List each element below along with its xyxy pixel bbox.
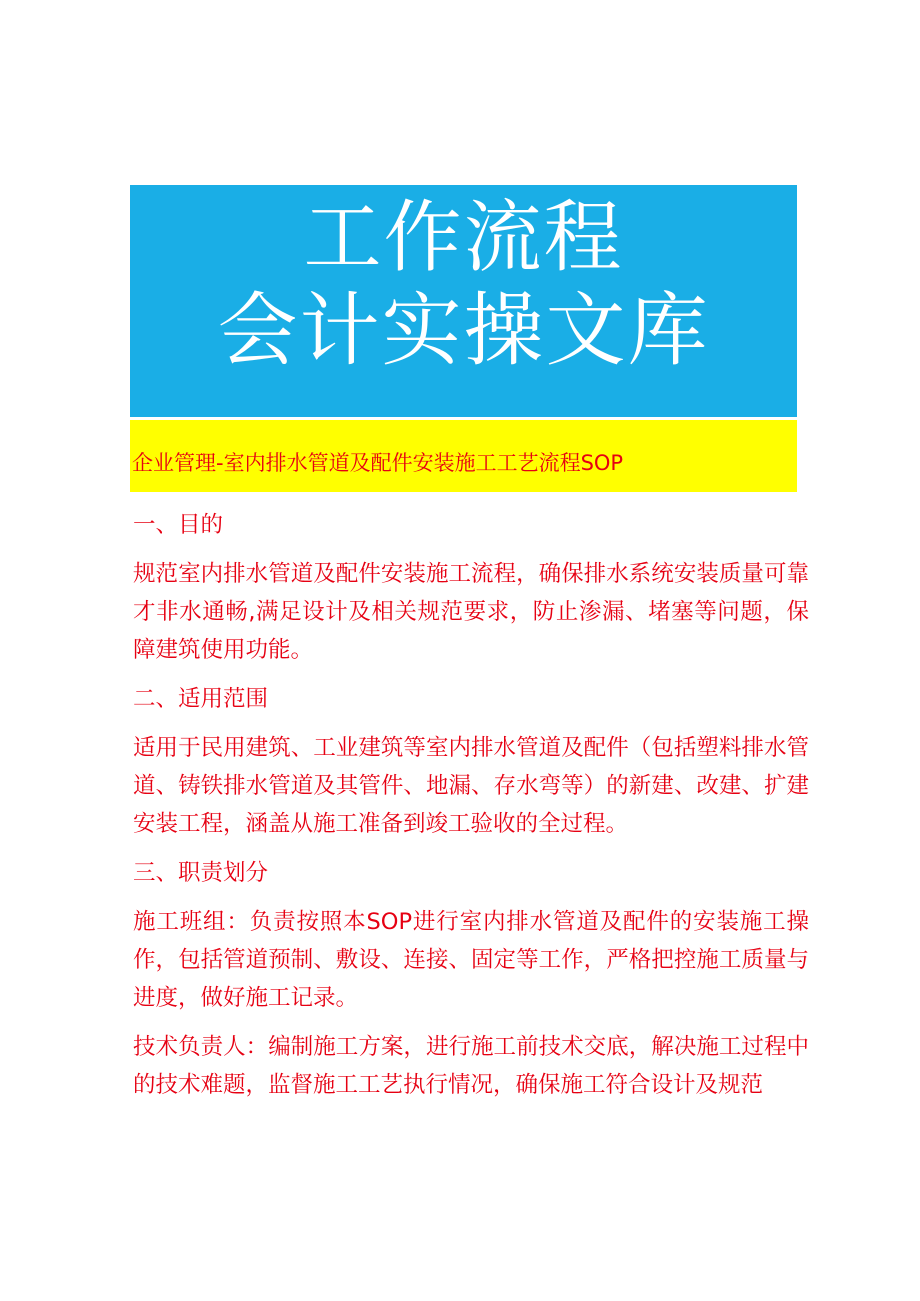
paragraph-technical-lead: 技术负责人：编制施工方案，进行施工前技术交底，解决施工过程中的技术难题，监督施工工艺执行情况，确保施工符合设计及规范 — [133, 1034, 809, 1098]
banner-title-line2: 会计实操文库 — [217, 284, 710, 377]
section-heading-scope: 二、适用范围 — [133, 686, 269, 712]
section-heading-responsibilities: 三、职责划分 — [133, 860, 269, 886]
paragraph-purpose: 规范室内排水管道及配件安装施工流程，确保排水系统安装质量可靠才非水通畅,满足设计及相关规范要求，防止渗漏、堵塞等问题，保障建筑使用功能。 — [133, 561, 809, 663]
paragraph-scope: 适用于民用建筑、工业建筑等室内排水管道及配件（包括塑料排水管道、铸铁排水管道及其管件、地漏、存水弯等）的新建、改建、扩建安装工程，涵盖从施工准备到竣工验收的全过程。 — [133, 735, 809, 837]
banner-title-line1: 工作流程 — [303, 193, 624, 283]
title-banner — [130, 185, 797, 417]
paragraph-construction-team: 施工班组：负责按照本SOP进行室内排水管道及配件的安装施工操作，包括管道预制、敷设、连接、固定等工作，严格把控施工质量与进度，做好施工记录。 — [133, 909, 809, 1011]
document-subtitle: 企业管理-室内排水管道及配件安装施工工艺流程SOP — [132, 451, 624, 475]
document-body — [133, 506, 809, 1115]
section-heading-purpose: 一、目的 — [133, 512, 224, 538]
subtitle-bar — [130, 420, 797, 492]
